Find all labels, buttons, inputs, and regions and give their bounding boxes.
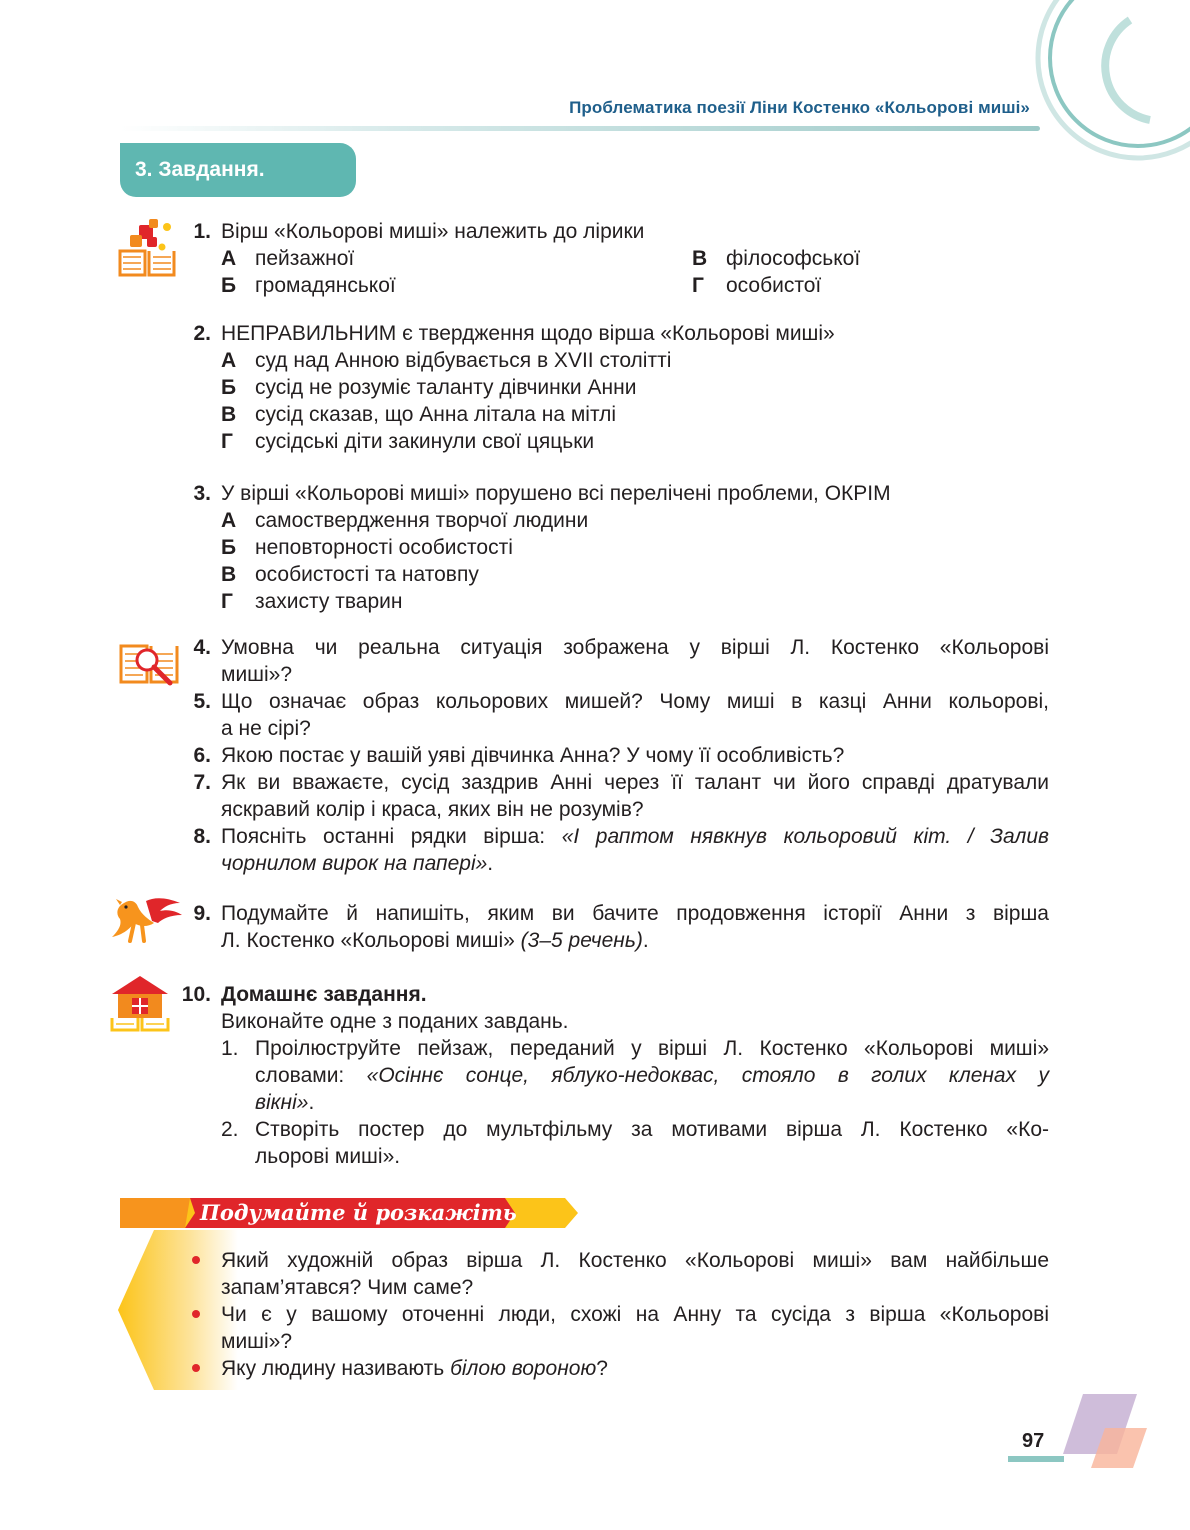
- question-1-number: 1.: [193, 220, 211, 243]
- homework-item-2-number: 2.: [221, 1118, 239, 1141]
- homework-item-2-line-1: Створіть постер до мультфільму за мотивами вірша Л. Костенко «Ко-: [255, 1118, 1049, 1141]
- question-1-option-b-letter: Б: [221, 274, 237, 297]
- header-circles-decoration: [1020, 0, 1190, 170]
- question-4-number: 4.: [193, 636, 211, 659]
- question-2-option-v-letter: В: [221, 403, 237, 426]
- question-5-line-1: Що означає образ кольорових мишей? Чому миші в казці Анни кольорові,: [221, 690, 1049, 713]
- question-2-option-a-letter: А: [221, 349, 237, 372]
- question-2-option-a-text: суд над Анною відбувається в XVII столітті: [255, 349, 672, 372]
- bullet-3: [192, 1364, 200, 1372]
- homework-item-1-line-3: [255, 1089, 314, 1116]
- discussion-item-3: [221, 1355, 608, 1382]
- homework-item-1-line-1: Проілюструйте пейзаж, переданий у вірші Л. Костенко «Кольорові миші»: [255, 1037, 1049, 1060]
- question-2-option-b-letter: Б: [221, 376, 237, 399]
- question-6-line-1: Якою постає у вашій уяві дівчинка Анна? У чому її особливість?: [221, 744, 845, 767]
- page-number: 97: [1022, 1430, 1045, 1452]
- question-4-line-2: миші»?: [221, 663, 293, 686]
- question-10-intro: Виконайте одне з поданих завдань.: [221, 1010, 569, 1033]
- homework-item-1-line-2: [255, 1062, 1049, 1089]
- discussion-item-3-italic: білою вороною: [450, 1357, 597, 1380]
- question-6-number: 6.: [193, 744, 211, 767]
- question-3-text: У вірші «Кольорові миші» порушено всі перелічені проблеми, ОКРІМ: [221, 482, 891, 505]
- question-8-line-1-plain: Поясніть останні рядки вірша:: [221, 825, 562, 848]
- question-9-line-2-plain: Л. Костенко «Кольорові миші»: [221, 929, 521, 952]
- discussion-side-decoration: [118, 1230, 238, 1390]
- discussion-item-1-line-1: Який художній образ вірша Л. Костенко «Кольорові миші» вам найбільше: [221, 1249, 1049, 1272]
- question-7-number: 7.: [193, 771, 211, 794]
- footer-decoration: [1005, 1392, 1150, 1472]
- homework-item-1-line-3-quote: вікні»: [255, 1091, 309, 1114]
- question-1-option-v-letter: В: [692, 247, 708, 270]
- bullet-2: [192, 1310, 200, 1318]
- question-3-option-h-letter: Г: [221, 590, 233, 613]
- discussion-item-3-plain: Яку людину називають: [221, 1357, 451, 1380]
- question-4-line-1: Умовна чи реальна ситуація зображена у вірші Л. Костенко «Кольорові: [221, 636, 1049, 659]
- homework-item-1-line-2-quote: «Осіннє сонце, яблуко-недоквас, стояло в голих кленах у: [366, 1064, 1049, 1087]
- question-3-number: 3.: [193, 482, 211, 505]
- question-2-text: НЕПРАВИЛЬНИМ є твердження щодо вірша «Кольорові миші»: [221, 322, 835, 345]
- header-divider: [120, 126, 1040, 131]
- question-3-option-v-text: особистості та натовпу: [255, 563, 479, 586]
- question-3-option-b-text: неповторності особистості: [255, 536, 513, 559]
- question-2-option-h-letter: Г: [221, 430, 233, 453]
- question-1-option-a-text: пейзажної: [255, 247, 355, 270]
- discussion-item-2-line-1: Чи є у вашому оточенні люди, схожі на Анну та сусіда з вірша «Кольорові: [221, 1303, 1049, 1326]
- question-10-number: 10.: [181, 983, 211, 1006]
- question-1-option-b-text: громадянської: [255, 274, 396, 297]
- question-8-line-1: [221, 823, 1049, 850]
- question-5-number: 5.: [193, 690, 211, 713]
- question-9-line-2-italic: (3–5 речень): [520, 929, 643, 952]
- question-3-option-b-letter: Б: [221, 536, 237, 559]
- question-3-option-a-text: самоствердження творчої людини: [255, 509, 589, 532]
- question-9-line-1: Подумайте й напишіть, яким ви бачите продовження історії Анни з вірша: [221, 902, 1049, 925]
- header-title: Проблематика поезії Ліни Костенко «Кольорові миші»: [569, 98, 1030, 117]
- bullet-1: [192, 1256, 200, 1264]
- homework-item-1-number: 1.: [221, 1037, 239, 1060]
- discussion-item-1-line-2: запам’ятався? Чим саме?: [221, 1276, 474, 1299]
- question-8-line-2-quote: чорнилом вирок на папері»: [221, 852, 488, 875]
- question-9-number: 9.: [193, 902, 211, 925]
- question-1-option-v-text: філософської: [726, 247, 861, 270]
- question-1-text: Вірш «Кольорові миші» належить до лірики: [221, 220, 645, 243]
- section-title: 3. Завдання.: [120, 143, 356, 197]
- question-8-line-2-end: .: [487, 852, 494, 875]
- question-2-number: 2.: [193, 322, 211, 345]
- discussion-item-2-line-2: миші»?: [221, 1330, 293, 1353]
- question-7-line-1: Як ви вважаєте, сусід заздрив Анні через її талант чи його справді дратували: [221, 771, 1049, 794]
- question-1-option-h-letter: Г: [692, 274, 704, 297]
- discussion-title: Подумайте й розкажіть: [200, 1200, 517, 1225]
- question-8-line-2: [221, 850, 493, 877]
- question-9-line-2: [221, 927, 649, 954]
- question-2-option-v-text: сусід сказав, що Анна літала на мітлі: [255, 403, 617, 426]
- question-1-option-h-text: особистої: [726, 274, 822, 297]
- question-3-option-v-letter: В: [221, 563, 237, 586]
- question-2-option-b-text: сусід не розуміє таланту дівчинки Анни: [255, 376, 637, 399]
- question-5-line-2: а не сірі?: [221, 717, 311, 740]
- question-9-line-2-end: .: [642, 929, 649, 952]
- question-8-number: 8.: [193, 825, 211, 848]
- question-3-option-h-text: захисту тварин: [255, 590, 403, 613]
- homework-item-1-line-2-plain: словами:: [255, 1064, 367, 1087]
- question-3-option-a-letter: А: [221, 509, 237, 532]
- question-8-line-1-quote: «І раптом нявкнув кольоровий кіт. / Залив: [561, 825, 1049, 848]
- homework-item-2-line-2: льорові миші».: [255, 1145, 401, 1168]
- homework-item-1-line-3-end: .: [308, 1091, 315, 1114]
- question-1-option-a-letter: А: [221, 247, 237, 270]
- question-10-title: Домашнє завдання.: [221, 983, 427, 1006]
- question-2-option-h-text: сусідські діти закинули свої цяцьки: [255, 430, 595, 453]
- discussion-item-3-end: ?: [596, 1357, 608, 1380]
- question-7-line-2: яскравий колір і краса, яких він не розумів?: [221, 798, 644, 821]
